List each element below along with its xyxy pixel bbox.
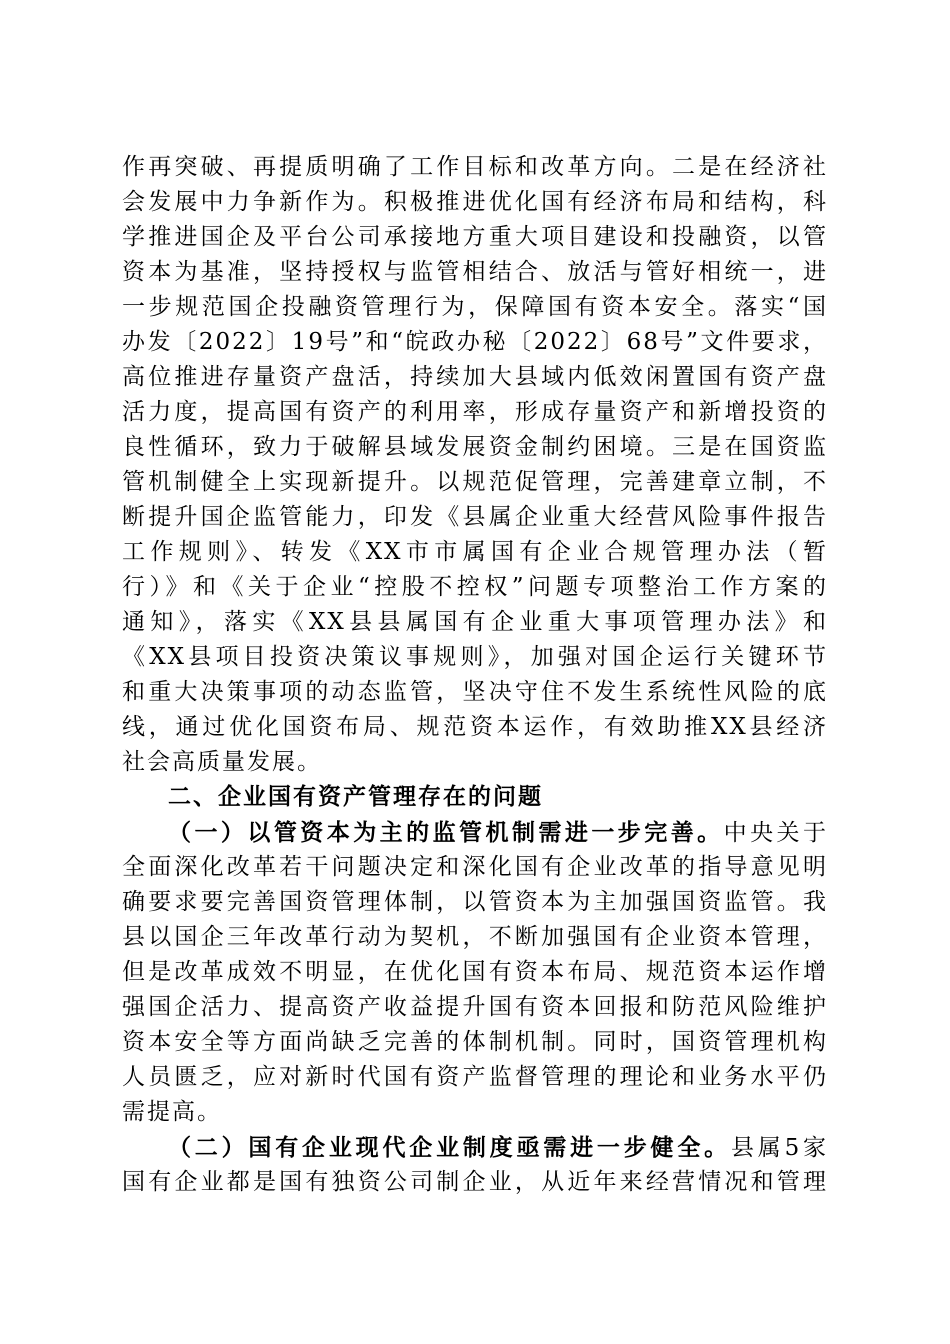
paragraph-2 (122, 815, 828, 1130)
text-line: 作再突破、再提质明确了工作目标和改革方向。二是在经济社 (122, 154, 828, 180)
text-line: 资本为基准，坚持授权与监管相结合、放活与管好相统一，进 (122, 259, 828, 285)
text-line: 线，通过优化国资布局、规范资本运作，有效助推XX县经济 (122, 714, 828, 740)
text-line: 活力度，提高国有资产的利用率，形成存量资产和新增投资的 (122, 399, 828, 425)
subheading-lead: （二）国有企业现代企业制度亟需进一步健全。 (168, 1134, 731, 1161)
text-line: 会发展中力争新作为。积极推进优化国有经济布局和结构，科 (122, 189, 828, 215)
text-line: 管机制健全上实现新提升。以规范促管理，完善建章立制，不 (122, 469, 828, 495)
paragraph-3 (122, 1130, 828, 1200)
text-line: 但是改革成效不明显，在优化国有资本布局、规范资本运作增 (122, 959, 828, 985)
text-line: 一步规范国企投融资管理行为，保障国有资本安全。落实“国 (122, 294, 828, 320)
text-line (122, 1130, 828, 1165)
text-line: 社会高质量发展。 (122, 749, 322, 775)
text-line: 确要求要完善国资管理体制，以管资本为主加强国资监管。我 (122, 889, 828, 915)
text-line: 良性循环，致力于破解县域发展资金制约困境。三是在国资监 (122, 434, 828, 460)
text-line (122, 815, 828, 850)
text-line: 强国企活力、提高资产收益提升国有资本回报和防范风险维护 (122, 994, 828, 1020)
text-line: 国有企业都是国有独资公司制企业，从近年来经营情况和管理 (122, 1169, 828, 1195)
text-line: 资本安全等方面尚缺乏完善的体制机制。同时，国资管理机构 (122, 1029, 828, 1055)
text-line: 《XX县项目投资决策议事规则》，加强对国企运行关键环节 (122, 644, 828, 670)
text-line: 全面深化改革若干问题决定和深化国有企业改革的指导意见明 (122, 854, 828, 880)
text-line: 办发〔2022〕19号”和“皖政办秘〔2022〕68号”文件要求， (122, 329, 828, 355)
text-line: 需提高。 (122, 1099, 222, 1125)
text-line: 人员匮乏，应对新时代国有资产监督管理的理论和业务水平仍 (122, 1064, 828, 1090)
text-run: 县属5家 (730, 1135, 828, 1161)
text-line: 通知》，落实《XX县县属国有企业重大事项管理办法》和 (122, 609, 828, 635)
document-body (122, 150, 828, 1200)
paragraph-1 (122, 150, 828, 780)
text-line: 学推进国企及平台公司承接地方重大项目建设和投融资，以管 (122, 224, 828, 250)
text-line: 断提升国企监管能力，印发《县属企业重大经营风险事件报告 (122, 504, 828, 530)
text-run: 中央关于 (723, 820, 828, 846)
text-line: 工作规则》、转发《XX市市属国有企业合规管理办法（暂 (122, 539, 828, 565)
text-line: 高位推进存量资产盘活，持续加大县域内低效闲置国有资产盘 (122, 364, 828, 390)
text-line: 行）》和《关于企业“控股不控权”问题专项整治工作方案的 (122, 574, 828, 600)
text-line: 县以国企三年改革行动为契机，不断加强国有企业资本管理， (122, 924, 828, 950)
section-heading: 二、企业国有资产管理存在的问题 (168, 784, 543, 810)
text-line: 和重大决策事项的动态监管，坚决守住不发生系统性风险的底 (122, 679, 828, 705)
subheading-lead: （一）以管资本为主的监管机制需进一步完善。 (168, 819, 724, 846)
